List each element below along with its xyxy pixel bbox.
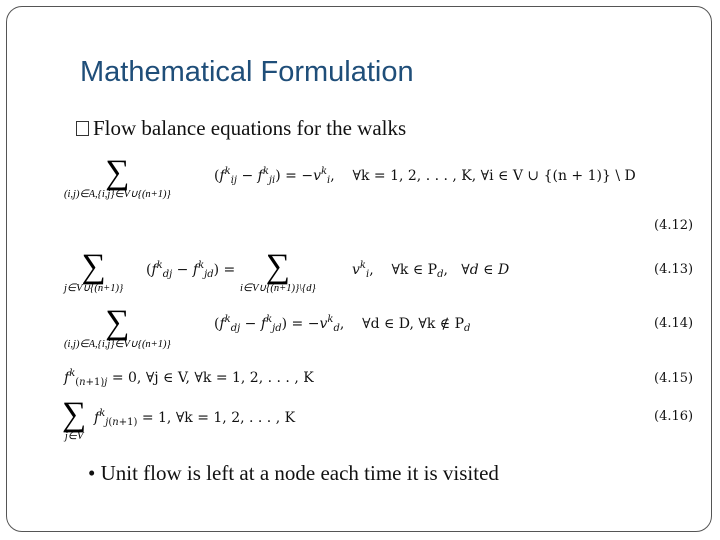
equation-4-12: $(f^k_{ij} - f^k_{ji}) = -v^k_i$, ∀k = 1, 2, . . . , K, ∀i ∈ V ∪ {(n + 1)} \ D — [214, 166, 636, 186]
equation-number-4-15: (4.15) — [654, 371, 694, 386]
equation-4-13-sum-right: ∑ i∈V∪{(n+1)}\{d} — [240, 248, 316, 294]
slide-title: Mathematical Formulation — [80, 56, 414, 88]
equation-4-15: $f^k_{(n+1)j} = 0$, ∀j ∈ V, ∀k = 1, 2, . . . , K — [64, 368, 314, 388]
equation-4-12-sum: ∑ (i,j)∈A,{i,j}∈V∪{(n+1)} — [64, 154, 171, 200]
equation-4-14-limits: (i,j)∈A,{i,j}∈V∪{(n+1)} — [64, 339, 171, 350]
equation-4-13-rhs-block: $v^k_i$, ∀k ∈ $P_d$, ∀d ∈ D — [352, 260, 510, 280]
equation-4-12-limits: (i,j)∈A,{i,j}∈V∪{(n+1)} — [64, 189, 171, 200]
equation-4-13-limits-right: i∈V∪{(n+1)}\{d} — [240, 283, 316, 294]
equation-number-4-14: (4.14) — [654, 316, 694, 331]
equation-4-14: $(f^k_{dj} - f^k_{jd}) = -v^k_d$, ∀d ∈ D, ∀k ∉ $P_d$ — [214, 314, 471, 334]
equation-number-4-12: (4.12) — [654, 218, 694, 233]
equation-4-13-sum-left: ∑ j∈V∪{(n+1)} — [64, 248, 124, 294]
bullet-box-icon — [76, 121, 89, 136]
equation-4-16-sum: ∑ j∈V — [62, 396, 87, 442]
equation-4-15-rhs: = 0, ∀j ∈ V, ∀k = 1, 2, . . . , K — [111, 370, 314, 386]
bullet-item — [76, 116, 406, 141]
equation-4-14-rhs: ∀d ∈ D, ∀k ∉ P — [362, 316, 465, 332]
equation-number-4-13: (4.13) — [654, 262, 694, 277]
equation-4-12-rhs: ∀k = 1, 2, . . . , K, ∀i ∈ V ∪ {(n + 1)} \ D — [352, 168, 636, 184]
equation-4-13-limits-left: j∈V∪{(n+1)} — [64, 283, 124, 294]
equation-4-13-lhs: $(f^k_{dj} - f^k_{jd})$ = — [146, 260, 236, 280]
note-bullet: • Unit flow is left at a node each time it is visited — [88, 461, 499, 485]
equation-4-16-limits: j∈V — [64, 431, 84, 442]
equation-4-14-sum: ∑ (i,j)∈A,{i,j}∈V∪{(n+1)} — [64, 304, 171, 350]
equation-4-16-rhs: = 1, ∀k = 1, 2, . . . , K — [141, 410, 296, 426]
equation-4-16: $f^k_{j(n+1)} = 1$, ∀k = 1, 2, . . . , K — [94, 408, 296, 428]
equation-4-13-rhs: ∀k ∈ P — [391, 262, 438, 278]
equation-number-4-16: (4.16) — [654, 409, 694, 424]
bullet-text: Flow balance equations for the walks — [93, 116, 407, 140]
